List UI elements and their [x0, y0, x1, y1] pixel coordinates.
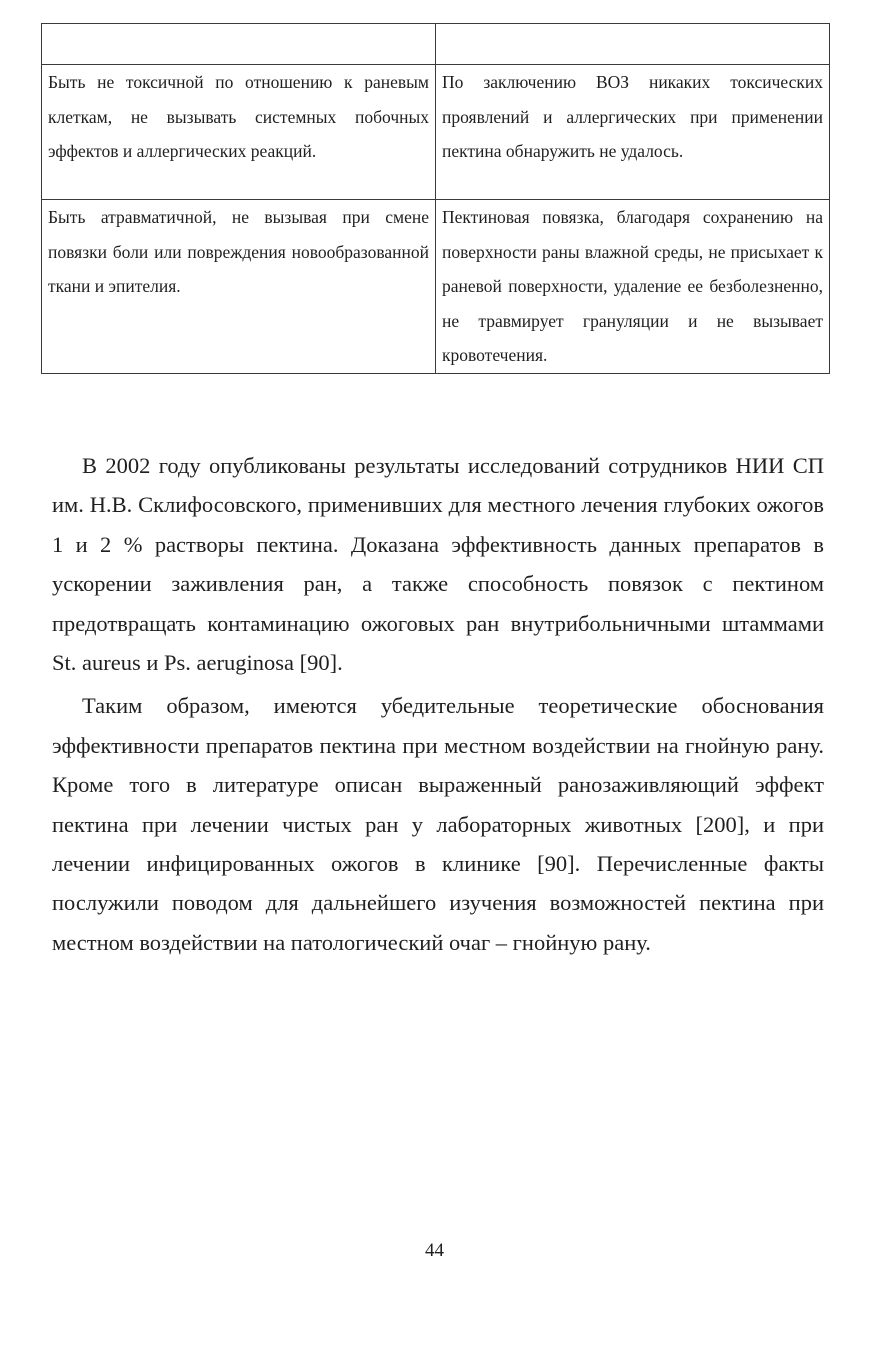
table-header-row	[42, 24, 830, 65]
requirement-cell: Быть не токсичной по отношению к раневым клеткам, не вызывать системных побочных эффектов и аллергических реакций.	[42, 65, 436, 200]
requirements-table	[41, 23, 830, 374]
property-cell: По заключению ВОЗ никаких токсических проявлений и аллергических при применении пектина обнаружить не удалось.	[436, 65, 830, 200]
table-row	[42, 65, 830, 200]
body-text	[52, 446, 824, 962]
table-header-cell-1	[42, 24, 436, 65]
paragraph: В 2002 году опубликованы результаты исследований сотрудников НИИ СП им. Н.В. Склифосовского, применивших для местного лечения глубоких ожогов 1 и 2 % растворы пектина. Доказана эффективность данных препаратов в ускорении заживления ран, а также способность повязок с пектином предотвращать контаминацию ожоговых ран внутрибольничными штаммами St. aureus и Ps. aeruginosa [90].	[52, 453, 824, 676]
requirement-cell: Быть атравматичной, не вызывая при смене повязки боли или повреждения новообразованной ткани и эпителия.	[42, 200, 436, 374]
table-header-cell-2	[436, 24, 830, 65]
page-number: 44	[425, 1240, 444, 1261]
table-row	[42, 200, 830, 374]
property-cell: Пектиновая повязка, благодаря сохранению на поверхности раны влажной среды, не присыхает к раневой поверхности, удаление ее безболезненно, не травмирует грануляции и не вызывает кровотечения.	[436, 200, 830, 374]
paragraph: Таким образом, имеются убедительные теоретические обоснования эффективности препаратов пектина при местном воздействии на гнойную рану. Кроме того в литературе описан выраженный ранозаживляющий эффект пектина при лечении чистых ран у лабораторных животных [200], и при лечении инфицированных ожогов в клинике [90]. Перечисленные факты послужили поводом для дальнейшего изучения возможностей пектина при местном воздействии на патологический очаг – гнойную рану.	[52, 693, 824, 955]
